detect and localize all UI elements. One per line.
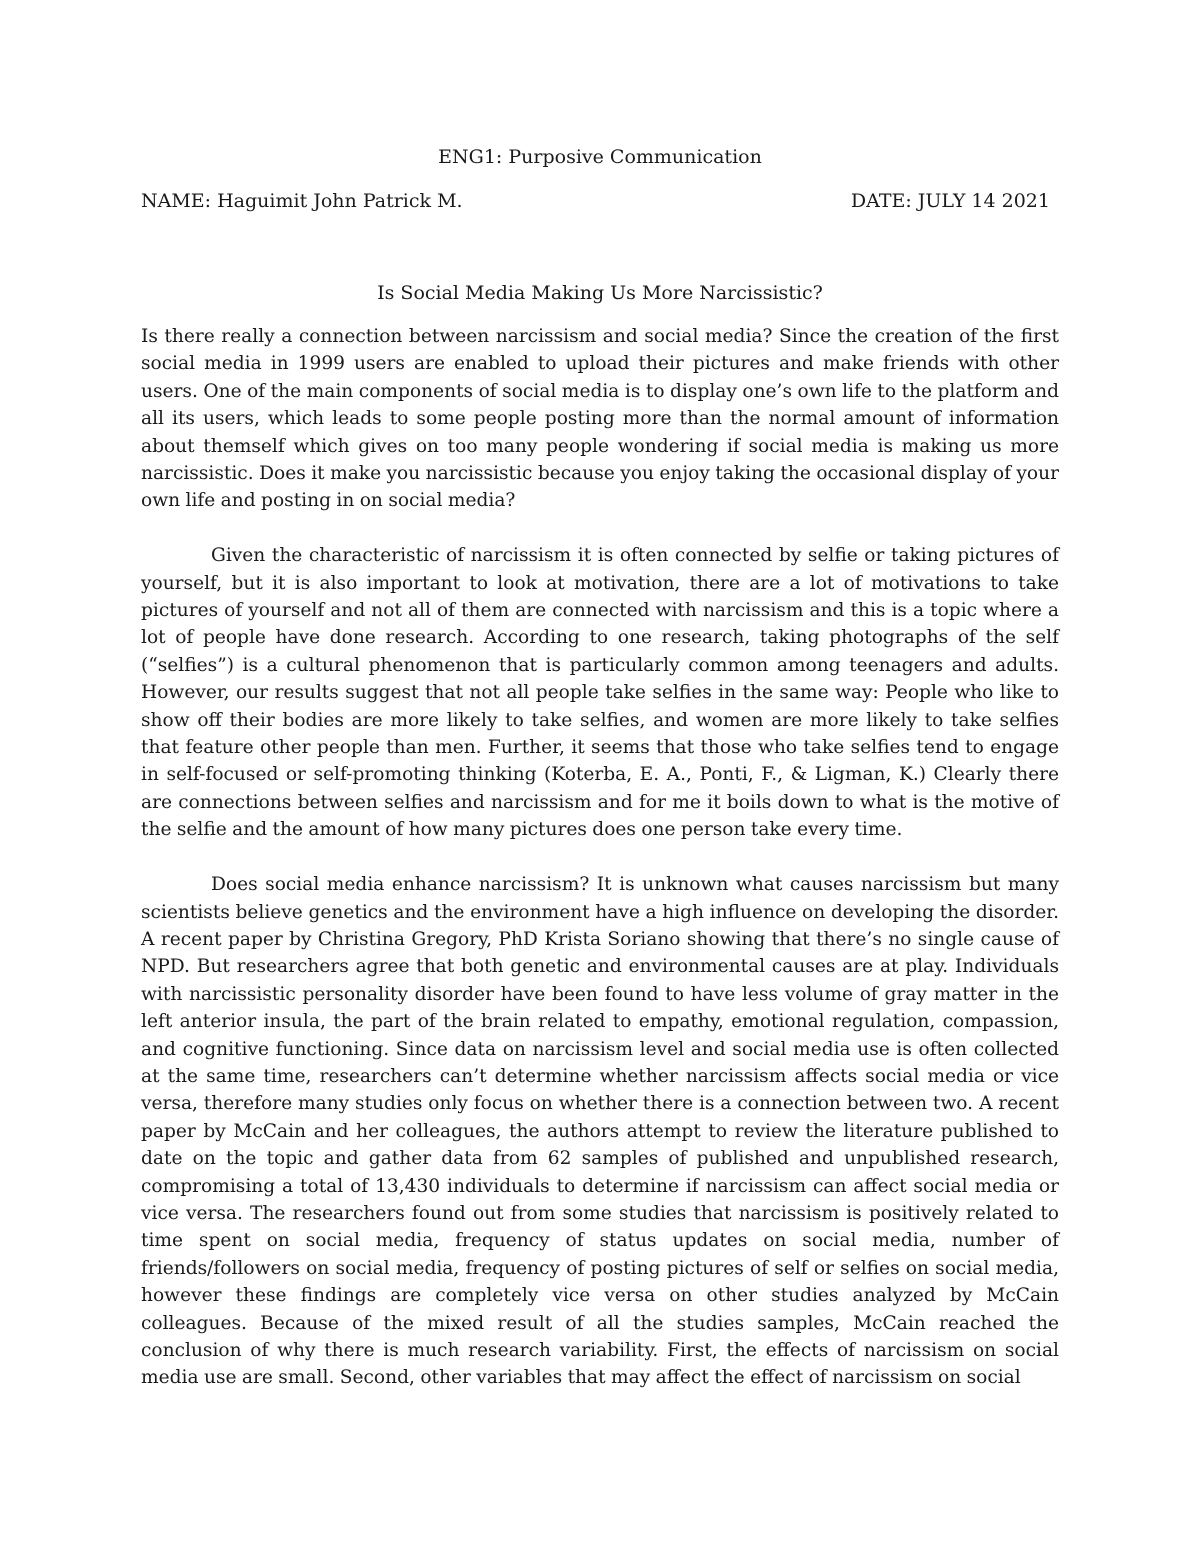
submission-date: DATE: JULY 14 2021 bbox=[850, 190, 1050, 212]
course-title: ENG1: Purposive Communication bbox=[438, 146, 762, 168]
essay-title: Is Social Media Making Us More Narcissistic? bbox=[377, 282, 823, 304]
paragraph-3: Does social media enhance narcissism? It is unknown what causes narcissism but many scientists believe genetics and the environment have a high influence on developing the disorder. A recent paper by Christina Gregory, PhD Krista Soriano showing that there’s no single cause of NPD. But researchers agree that both genetic and environmental causes are at play. Individuals with narcissistic personality disorder have been found to have less volume of gray matter in the left anterior insula, the part of the brain related to empathy, emotional regulation, compassion, and cognitive functioning. Since data on narcissism level and social media use is often collected at the same time, researchers can’t determine whether narcissism affects social media or vice versa, therefore many studies only focus on whether there is a connection between two. A recent paper by McCain and her colleagues, the authors attempt to review the literature published to date on the topic and gather data from 62 samples of published and unpublished research, compromising a total of 13,430 individuals to determine if narcissism can affect social media or vice versa. The researchers found out from some studies that narcissism is positively related to time spent on social media, frequency of status updates on social media, number of friends/followers on social media, frequency of posting pictures of self or selfies on social media, however these findings are completely vice versa on other studies analyzed by McCain colleagues. Because of the mixed result of all the studies samples, McCain reached the conclusion of why there is much research variability. First, the effects of narcissism on social media use are small. Second, other variables that may affect the effect of narcissism on social bbox=[141, 874, 1059, 1389]
paragraph-2: Given the characteristic of narcissism it is often connected by selfie or taking pictures of yourself, but it is also important to look at motivation, there are a lot of motivations to take pictures of yourself and not all of them are connected with narcissism and this is a topic where a lot of people have done research. According to one research, taking photographs of the self (“selfies”) is a cultural phenomenon that is particularly common among teenagers and adults. However, our results suggest that not all people take selfies in the same way: People who like to show off their bodies are more likely to take selfies, and women are more likely to take selfies that feature other people than men. Further, it seems that those who take selfies tend to engage in self-focused or self-promoting thinking (Koterba, E. A., Ponti, F., & Ligman, K.) Clearly there are connections between selfies and narcissism and for me it boils down to what is the motive of the selfie and the amount of how many pictures does one person take every time. bbox=[141, 545, 1059, 841]
student-name: NAME: Haguimit John Patrick M. bbox=[141, 190, 463, 212]
paragraph-1: Is there really a connection between narcissism and social media? Since the creation of the first social media in 1999 users are enabled to upload their pictures and make friends with other users. One of the main components of social media is to display one’s own life to the platform and all its users, which leads to some people posting more than the normal amount of information about themself which gives on too many people wondering if social media is making us more narcissistic. Does it make you narcissistic because you enjoy taking the occasional display of your own life and posting in on social media? bbox=[141, 326, 1059, 512]
essay-body bbox=[141, 323, 1059, 1419]
